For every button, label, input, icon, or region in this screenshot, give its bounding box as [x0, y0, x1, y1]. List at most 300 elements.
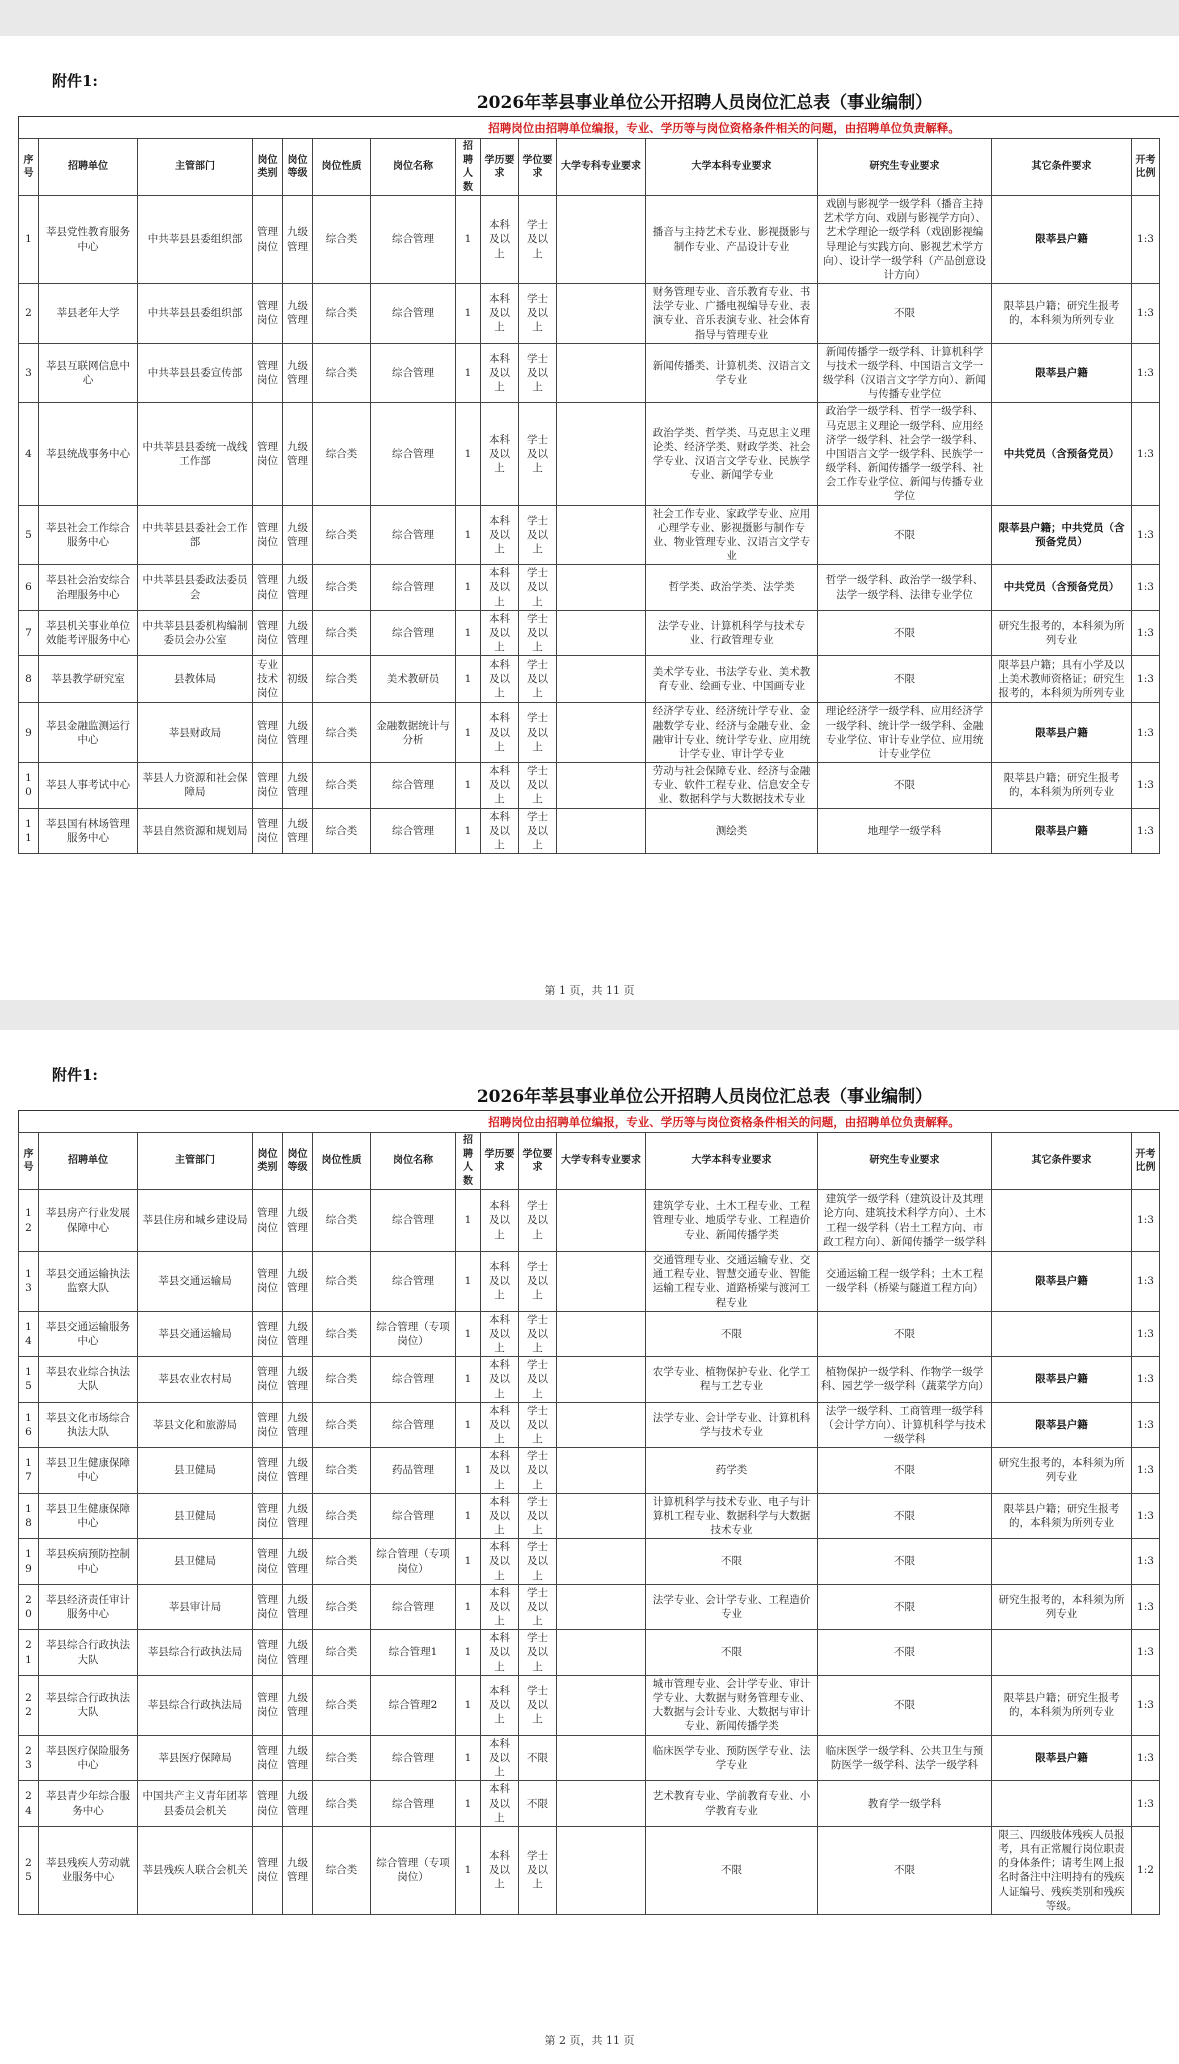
cell-num: 1 [456, 1630, 481, 1676]
table-title: 2026年莘县事业单位公开招聘人员岗位汇总表（事业编制） [476, 93, 933, 113]
cell-nature: 综合类 [313, 610, 371, 656]
table-row [19, 1781, 1160, 1827]
cell-unit: 莘县疾病预防控制中心 [39, 1539, 138, 1585]
column-header: 大学专科专业要求 [557, 1133, 646, 1190]
column-header: 大学本科专业要求 [646, 1133, 818, 1190]
cell-unit: 莘县教学研究室 [39, 656, 138, 703]
cell-dept: 莘县住房和城乡建设局 [138, 1190, 253, 1252]
cell-nature: 综合类 [313, 1675, 371, 1735]
cell-level: 九级管理 [283, 1584, 313, 1630]
cell-zk [557, 656, 646, 703]
cell-other: 限莘县户籍；研究生报考的，本科须为所列专业 [992, 763, 1132, 809]
cell-ratio: 1:3 [1132, 565, 1160, 611]
cell-post: 综合管理 [371, 1357, 456, 1403]
cell-bk: 法学专业、会计学专业、计算机科学与技术专业 [646, 1402, 818, 1448]
cell-level: 九级管理 [283, 1357, 313, 1403]
table-row [19, 808, 1160, 854]
cell-edu: 本科及以上 [481, 1584, 519, 1630]
cell-dept: 中共莘县县委统一战线工作部 [138, 403, 253, 505]
cell-zk [557, 1493, 646, 1539]
cell-edu: 本科及以上 [481, 196, 519, 284]
table-row [19, 1630, 1160, 1676]
table-row [19, 1311, 1160, 1357]
cell-post: 综合管理 [371, 763, 456, 809]
cell-post: 综合管理（专项岗位） [371, 1311, 456, 1357]
cell-cat: 管理岗位 [253, 1630, 283, 1676]
cell-other: 限莘县户籍 [992, 1735, 1132, 1781]
column-header: 主管部门 [138, 139, 253, 196]
table-title: 2026年莘县事业单位公开招聘人员岗位汇总表（事业编制） [476, 1087, 933, 1107]
cell-zk [557, 1402, 646, 1448]
cell-bk: 交通管理专业、交通运输专业、交通工程专业、智慧交通专业、智能运输工程专业、道路桥梁与渡河工程专业 [646, 1252, 818, 1312]
cell-post: 综合管理（专项岗位） [371, 1826, 456, 1914]
cell-degree: 学士及以上 [519, 1675, 557, 1735]
cell-degree: 学士及以上 [519, 808, 557, 854]
cell-no: 16 [19, 1402, 39, 1448]
cell-unit: 莘县统战事务中心 [39, 403, 138, 505]
cell-level: 九级管理 [283, 565, 313, 611]
cell-zk [557, 1448, 646, 1494]
cell-degree: 学士及以上 [519, 1402, 557, 1448]
cell-nature: 综合类 [313, 1190, 371, 1252]
cell-other: 限莘县户籍 [992, 196, 1132, 284]
cell-unit: 莘县党性教育服务中心 [39, 196, 138, 284]
cell-other: 限莘县户籍 [992, 1402, 1132, 1448]
cell-degree: 学士及以上 [519, 1448, 557, 1494]
cell-zk [557, 1781, 646, 1827]
table-row [19, 656, 1160, 703]
cell-cat: 管理岗位 [253, 1675, 283, 1735]
cell-cat: 管理岗位 [253, 1584, 283, 1630]
cell-unit: 莘县经济责任审计服务中心 [39, 1584, 138, 1630]
column-header: 开考比例 [1132, 139, 1160, 196]
cell-edu: 本科及以上 [481, 1252, 519, 1312]
cell-cat: 管理岗位 [253, 808, 283, 854]
cell-bk: 劳动与社会保障专业、经济与金融专业、软件工程专业、信息安全专业、数据科学与大数据技术专业 [646, 763, 818, 809]
cell-edu: 本科及以上 [481, 1311, 519, 1357]
cell-degree: 学士及以上 [519, 656, 557, 703]
cell-yjs: 哲学一级学科、政治学一级学科、法学一级学科、法律专业学位 [818, 565, 992, 611]
cell-nature: 综合类 [313, 1630, 371, 1676]
cell-cat: 管理岗位 [253, 505, 283, 565]
cell-yjs: 不限 [818, 505, 992, 565]
cell-num: 1 [456, 1311, 481, 1357]
cell-no: 20 [19, 1584, 39, 1630]
cell-nature: 综合类 [313, 1357, 371, 1403]
cell-ratio: 1:3 [1132, 343, 1160, 403]
cell-nature: 综合类 [313, 656, 371, 703]
cell-yjs: 不限 [818, 284, 992, 344]
cell-unit: 莘县社会工作综合服务中心 [39, 505, 138, 565]
cell-yjs: 建筑学一级学科（建筑设计及其理论方向、建筑技术科学方向）、土木工程一级学科（岩土工程方向、市政工程方向）、新闻传播学一级学科 [818, 1190, 992, 1252]
page-footer: 第 1 页，共 11 页 [544, 984, 635, 997]
cell-other: 研究生报考的，本科须为所列专业 [992, 1584, 1132, 1630]
cell-other: 中共党员（含预备党员） [992, 565, 1132, 611]
cell-edu: 本科及以上 [481, 403, 519, 505]
column-header: 岗位性质 [313, 139, 371, 196]
cell-zk [557, 1252, 646, 1312]
cell-ratio: 1:3 [1132, 1781, 1160, 1827]
cell-ratio: 1:3 [1132, 656, 1160, 703]
column-header: 招聘单位 [39, 139, 138, 196]
column-header: 招聘单位 [39, 1133, 138, 1190]
cell-edu: 本科及以上 [481, 1675, 519, 1735]
cell-ratio: 1:3 [1132, 610, 1160, 656]
cell-bk: 测绘类 [646, 808, 818, 854]
cell-zk [557, 196, 646, 284]
cell-unit: 莘县交通运输服务中心 [39, 1311, 138, 1357]
cell-level: 九级管理 [283, 763, 313, 809]
cell-other: 研究生报考的，本科须为所列专业 [992, 1448, 1132, 1494]
cell-no: 1 [19, 196, 39, 284]
cell-dept: 县教体局 [138, 656, 253, 703]
cell-nature: 综合类 [313, 703, 371, 763]
cell-no: 9 [19, 703, 39, 763]
cell-zk [557, 403, 646, 505]
cell-degree: 学士及以上 [519, 1584, 557, 1630]
cell-dept: 中共莘县县委组织部 [138, 196, 253, 284]
column-header: 大学专科专业要求 [557, 139, 646, 196]
column-header: 开考比例 [1132, 1133, 1160, 1190]
column-header: 学历要求 [481, 139, 519, 196]
cell-post: 综合管理2 [371, 1675, 456, 1735]
cell-zk [557, 610, 646, 656]
cell-bk: 法学专业、会计学专业、工程造价专业 [646, 1584, 818, 1630]
cell-no: 11 [19, 808, 39, 854]
cell-cat: 管理岗位 [253, 1402, 283, 1448]
cell-degree: 学士及以上 [519, 196, 557, 284]
cell-num: 1 [456, 196, 481, 284]
cell-nature: 综合类 [313, 1493, 371, 1539]
cell-degree: 学士及以上 [519, 403, 557, 505]
cell-post: 美术教研员 [371, 656, 456, 703]
cell-degree: 学士及以上 [519, 1539, 557, 1585]
cell-dept: 中共莘县县委政法委员会 [138, 565, 253, 611]
table-row [19, 703, 1160, 763]
table-body [19, 1190, 1160, 1915]
cell-nature: 综合类 [313, 403, 371, 505]
cell-degree: 学士及以上 [519, 284, 557, 344]
cell-edu: 本科及以上 [481, 1630, 519, 1676]
column-header: 岗位类别 [253, 139, 283, 196]
cell-other: 研究生报考的，本科须为所列专业 [992, 610, 1132, 656]
cell-degree: 学士及以上 [519, 610, 557, 656]
cell-num: 1 [456, 703, 481, 763]
cell-ratio: 1:3 [1132, 1630, 1160, 1676]
cell-level: 九级管理 [283, 1402, 313, 1448]
cell-ratio: 1:3 [1132, 1311, 1160, 1357]
cell-ratio: 1:3 [1132, 1252, 1160, 1312]
cell-degree: 学士及以上 [519, 1357, 557, 1403]
page-footer: 第 2 页，共 11 页 [544, 2034, 635, 2047]
cell-post: 综合管理 [371, 1584, 456, 1630]
cell-ratio: 1:3 [1132, 1675, 1160, 1735]
cell-post: 综合管理 [371, 505, 456, 565]
cell-zk [557, 1826, 646, 1914]
cell-unit: 莘县机关事业单位效能考评服务中心 [39, 610, 138, 656]
cell-degree: 学士及以上 [519, 1630, 557, 1676]
cell-num: 1 [456, 1539, 481, 1585]
cell-degree: 学士及以上 [519, 1311, 557, 1357]
cell-post: 综合管理 [371, 1781, 456, 1827]
cell-dept: 莘县文化和旅游局 [138, 1402, 253, 1448]
cell-yjs: 政治学一级学科、哲学一级学科、马克思主义理论一级学科、应用经济学一级学科、社会学一级学科、中国语言文学一级学科、民族学一级学科、新闻传播学一级学科、社会工作专业学位、新闻与传播专业学位 [818, 403, 992, 505]
cell-num: 1 [456, 1402, 481, 1448]
column-header: 其它条件要求 [992, 139, 1132, 196]
cell-other [992, 1539, 1132, 1585]
cell-yjs: 不限 [818, 1826, 992, 1914]
attachment-label: 附件1: [52, 72, 98, 90]
cell-unit: 莘县医疗保险服务中心 [39, 1735, 138, 1781]
cell-level: 九级管理 [283, 1675, 313, 1735]
table-row [19, 1402, 1160, 1448]
table-row [19, 1448, 1160, 1494]
cell-nature: 综合类 [313, 196, 371, 284]
cell-cat: 管理岗位 [253, 1539, 283, 1585]
cell-ratio: 1:3 [1132, 763, 1160, 809]
cell-num: 1 [456, 1735, 481, 1781]
column-header: 岗位类别 [253, 1133, 283, 1190]
cell-other: 限莘县户籍 [992, 703, 1132, 763]
cell-post: 综合管理 [371, 610, 456, 656]
cell-post: 综合管理 [371, 1735, 456, 1781]
cell-no: 13 [19, 1252, 39, 1312]
column-header: 序号 [19, 1133, 39, 1190]
cell-degree: 学士及以上 [519, 343, 557, 403]
cell-no: 22 [19, 1675, 39, 1735]
cell-nature: 综合类 [313, 808, 371, 854]
cell-yjs: 教育学一级学科 [818, 1781, 992, 1827]
cell-cat: 管理岗位 [253, 610, 283, 656]
table-row [19, 763, 1160, 809]
cell-unit: 莘县农业综合执法大队 [39, 1357, 138, 1403]
cell-nature: 综合类 [313, 1826, 371, 1914]
table-row [19, 403, 1160, 505]
cell-dept: 县卫健局 [138, 1448, 253, 1494]
cell-degree: 学士及以上 [519, 1252, 557, 1312]
cell-level: 九级管理 [283, 1493, 313, 1539]
cell-yjs: 地理学一级学科 [818, 808, 992, 854]
cell-cat: 管理岗位 [253, 565, 283, 611]
cell-level: 九级管理 [283, 610, 313, 656]
cell-dept: 中共莘县县委组织部 [138, 284, 253, 344]
cell-edu: 本科及以上 [481, 1539, 519, 1585]
cell-yjs: 不限 [818, 656, 992, 703]
cell-zk [557, 808, 646, 854]
cell-ratio: 1:3 [1132, 1448, 1160, 1494]
cell-edu: 本科及以上 [481, 343, 519, 403]
cell-ratio: 1:3 [1132, 703, 1160, 763]
table-row [19, 1539, 1160, 1585]
cell-ratio: 1:3 [1132, 1735, 1160, 1781]
cell-bk: 建筑学专业、土木工程专业、工程管理专业、地质学专业、工程造价专业、新闻传播学类 [646, 1190, 818, 1252]
cell-level: 九级管理 [283, 1311, 313, 1357]
cell-nature: 综合类 [313, 505, 371, 565]
cell-cat: 管理岗位 [253, 1357, 283, 1403]
cell-post: 综合管理 [371, 284, 456, 344]
cell-num: 1 [456, 1584, 481, 1630]
cell-bk: 艺术教育专业、学前教育专业、小学教育专业 [646, 1781, 818, 1827]
column-header: 研究生专业要求 [818, 1133, 992, 1190]
cell-unit: 莘县社会治安综合治理服务中心 [39, 565, 138, 611]
cell-degree: 学士及以上 [519, 1493, 557, 1539]
cell-cat: 管理岗位 [253, 1311, 283, 1357]
cell-no: 10 [19, 763, 39, 809]
cell-num: 1 [456, 1826, 481, 1914]
cell-other: 限三、四级肢体残疾人员报考，具有正常履行岗位职责的身体条件；请考生网上报名时备注中注明持有的残疾人证编号、残疾类别和残疾等级。 [992, 1826, 1132, 1914]
table-row [19, 1357, 1160, 1403]
cell-unit: 莘县金融监测运行中心 [39, 703, 138, 763]
column-header: 其它条件要求 [992, 1133, 1132, 1190]
cell-level: 九级管理 [283, 1826, 313, 1914]
cell-edu: 本科及以上 [481, 1448, 519, 1494]
cell-dept: 莘县农业农村局 [138, 1357, 253, 1403]
cell-no: 7 [19, 610, 39, 656]
cell-other: 限莘县户籍 [992, 808, 1132, 854]
cell-level: 九级管理 [283, 343, 313, 403]
cell-other: 限莘县户籍 [992, 1357, 1132, 1403]
cell-unit: 莘县青少年综合服务中心 [39, 1781, 138, 1827]
cell-edu: 本科及以上 [481, 763, 519, 809]
cell-yjs: 不限 [818, 610, 992, 656]
cell-cat: 管理岗位 [253, 1493, 283, 1539]
cell-other [992, 1190, 1132, 1252]
cell-zk [557, 1630, 646, 1676]
cell-unit: 莘县老年大学 [39, 284, 138, 344]
cell-other [992, 1311, 1132, 1357]
cell-nature: 综合类 [313, 1252, 371, 1312]
column-header: 学位要求 [519, 139, 557, 196]
cell-ratio: 1:3 [1132, 1357, 1160, 1403]
column-header: 岗位等级 [283, 139, 313, 196]
cell-nature: 综合类 [313, 284, 371, 344]
cell-nature: 综合类 [313, 1781, 371, 1827]
cell-edu: 本科及以上 [481, 505, 519, 565]
cell-yjs: 临床医学一级学科、公共卫生与预防医学一级学科、法学一级学科 [818, 1735, 992, 1781]
cell-level: 九级管理 [283, 1539, 313, 1585]
cell-other [992, 1630, 1132, 1676]
cell-nature: 综合类 [313, 1584, 371, 1630]
cell-edu: 本科及以上 [481, 1826, 519, 1914]
cell-ratio: 1:2 [1132, 1826, 1160, 1914]
document-page-2 [0, 1030, 1179, 2064]
cell-unit: 莘县人事考试中心 [39, 763, 138, 809]
header-row [19, 1133, 1160, 1190]
cell-dept: 莘县交通运输局 [138, 1252, 253, 1312]
table-row [19, 196, 1160, 284]
cell-no: 18 [19, 1493, 39, 1539]
cell-num: 1 [456, 1448, 481, 1494]
cell-dept: 中国共产主义青年团莘县委员会机关 [138, 1781, 253, 1827]
cell-no: 4 [19, 403, 39, 505]
cell-cat: 管理岗位 [253, 703, 283, 763]
cell-cat: 管理岗位 [253, 1190, 283, 1252]
cell-num: 1 [456, 343, 481, 403]
cell-cat: 管理岗位 [253, 196, 283, 284]
cell-post: 药品管理 [371, 1448, 456, 1494]
cell-no: 24 [19, 1781, 39, 1827]
cell-edu: 本科及以上 [481, 1357, 519, 1403]
cell-cat: 管理岗位 [253, 1448, 283, 1494]
attachment-label: 附件1: [52, 1066, 98, 1084]
cell-num: 1 [456, 1190, 481, 1252]
cell-edu: 本科及以上 [481, 565, 519, 611]
cell-yjs: 新闻传播学一级学科、计算机科学与技术一级学科、中国语言文学一级学科（汉语言文字学方向）、新闻与传播专业学位 [818, 343, 992, 403]
cell-ratio: 1:3 [1132, 284, 1160, 344]
column-header: 大学本科专业要求 [646, 139, 818, 196]
cell-cat: 管理岗位 [253, 343, 283, 403]
cell-dept: 莘县审计局 [138, 1584, 253, 1630]
cell-bk: 计算机科学与技术专业、电子与计算机工程专业、数据科学与大数据技术专业 [646, 1493, 818, 1539]
cell-yjs: 不限 [818, 1493, 992, 1539]
cell-bk: 城市管理专业、会计学专业、审计学专业、大数据与财务管理专业、大数据与会计专业、大数据与审计专业、新闻传播学类 [646, 1675, 818, 1735]
cell-post: 综合管理 [371, 1402, 456, 1448]
cell-num: 1 [456, 284, 481, 344]
table-row [19, 565, 1160, 611]
cell-post: 综合管理 [371, 1252, 456, 1312]
cell-num: 1 [456, 808, 481, 854]
column-header: 岗位名称 [371, 139, 456, 196]
cell-nature: 综合类 [313, 1311, 371, 1357]
cell-other: 限莘县户籍；研究生报考的，本科须为所列专业 [992, 284, 1132, 344]
table-row [19, 1675, 1160, 1735]
cell-post: 综合管理 [371, 343, 456, 403]
cell-post: 综合管理 [371, 565, 456, 611]
cell-num: 1 [456, 1675, 481, 1735]
cell-dept: 莘县人力资源和社会保障局 [138, 763, 253, 809]
cell-unit: 莘县残疾人劳动就业服务中心 [39, 1826, 138, 1914]
cell-nature: 综合类 [313, 343, 371, 403]
column-header: 岗位名称 [371, 1133, 456, 1190]
table-row [19, 284, 1160, 344]
cell-no: 14 [19, 1311, 39, 1357]
cell-zk [557, 284, 646, 344]
cell-num: 1 [456, 565, 481, 611]
table-row [19, 1735, 1160, 1781]
cell-unit: 莘县卫生健康保障中心 [39, 1448, 138, 1494]
cell-zk [557, 1675, 646, 1735]
cell-dept: 县卫健局 [138, 1539, 253, 1585]
cell-other: 限莘县户籍 [992, 1252, 1132, 1312]
cell-bk: 药学类 [646, 1448, 818, 1494]
cell-bk: 临床医学专业、预防医学专业、法学专业 [646, 1735, 818, 1781]
cell-other: 限莘县户籍 [992, 343, 1132, 403]
cell-yjs: 不限 [818, 1675, 992, 1735]
cell-dept: 莘县交通运输局 [138, 1311, 253, 1357]
cell-level: 九级管理 [283, 1630, 313, 1676]
cell-yjs: 理论经济学一级学科、应用经济学一级学科、统计学一级学科、金融专业学位、审计专业学位、应用统计专业学位 [818, 703, 992, 763]
cell-zk [557, 763, 646, 809]
cell-yjs: 不限 [818, 763, 992, 809]
cell-other: 限莘县户籍；具有小学及以上美术教师资格证；研究生报考的，本科须为所列专业 [992, 656, 1132, 703]
cell-other: 限莘县户籍；研究生报考的，本科须为所列专业 [992, 1493, 1132, 1539]
cell-other: 限莘县户籍；中共党员（含预备党员） [992, 505, 1132, 565]
cell-bk: 政治学类、哲学类、马克思主义理论类、经济学类、财政学类、社会学专业、汉语言文学专业、民族学专业、新闻学专业 [646, 403, 818, 505]
cell-edu: 本科及以上 [481, 284, 519, 344]
cell-zk [557, 1584, 646, 1630]
cell-unit: 莘县文化市场综合执法大队 [39, 1402, 138, 1448]
cell-unit: 莘县互联网信息中心 [39, 343, 138, 403]
cell-bk: 新闻传播类、计算机类、汉语言文学专业 [646, 343, 818, 403]
cell-level: 九级管理 [283, 1735, 313, 1781]
cell-yjs: 法学一级学科、工商管理一级学科（会计学方向）、计算机科学与技术一级学科 [818, 1402, 992, 1448]
cell-num: 1 [456, 1781, 481, 1827]
cell-zk [557, 703, 646, 763]
cell-cat: 管理岗位 [253, 1735, 283, 1781]
cell-no: 21 [19, 1630, 39, 1676]
cell-dept: 莘县残疾人联合会机关 [138, 1826, 253, 1914]
cell-cat: 管理岗位 [253, 284, 283, 344]
